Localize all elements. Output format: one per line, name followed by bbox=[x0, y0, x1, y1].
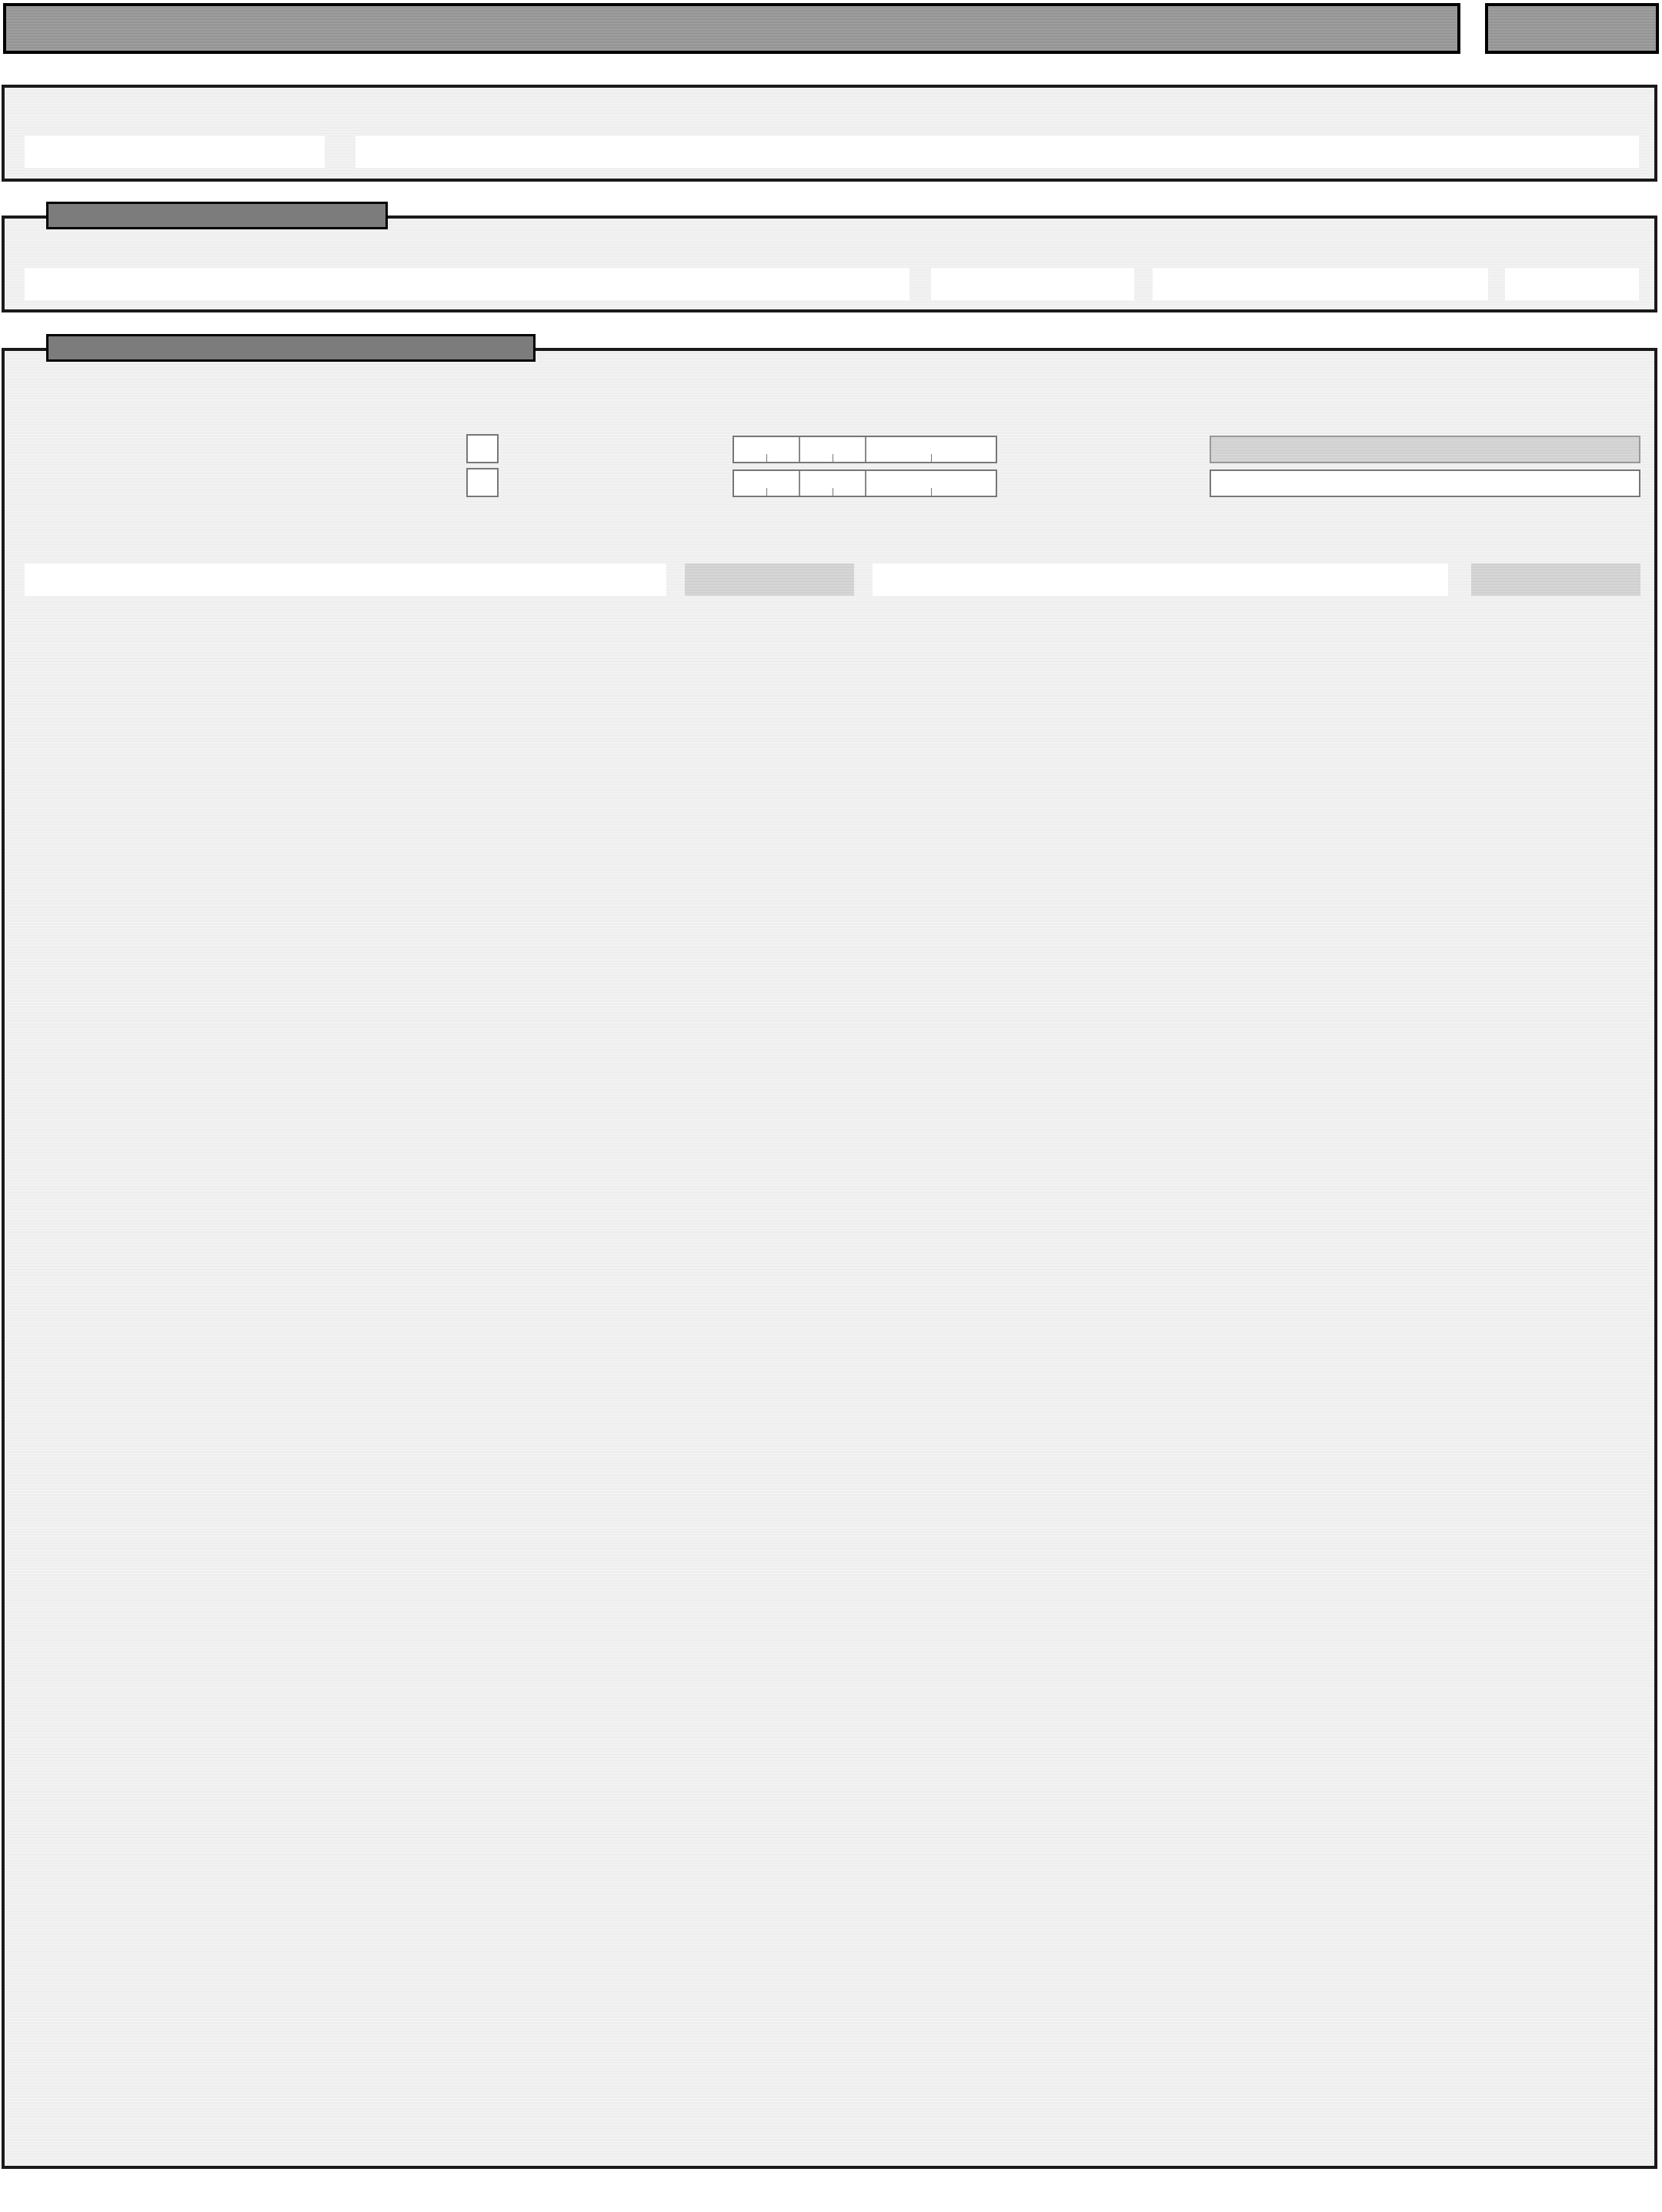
nif-field[interactable] bbox=[25, 135, 325, 168]
page-number bbox=[1485, 3, 1659, 54]
form-title bbox=[3, 3, 1460, 54]
iae-group-field[interactable] bbox=[931, 268, 1134, 300]
field-403-label bbox=[1153, 240, 1159, 263]
section-d bbox=[2, 348, 1657, 2169]
section-c bbox=[2, 216, 1657, 312]
municipio-field-411[interactable] bbox=[25, 563, 666, 596]
cod-provincia-field-411 bbox=[1471, 563, 1640, 596]
section-c-tab bbox=[46, 202, 388, 229]
activity-description-field[interactable] bbox=[25, 268, 909, 300]
field-411-label bbox=[25, 537, 31, 560]
date-field-409[interactable] bbox=[733, 469, 997, 497]
field-402-label bbox=[902, 240, 904, 263]
date-field-406[interactable] bbox=[733, 436, 997, 463]
alta-checkbox-405[interactable] bbox=[466, 434, 499, 463]
provincia-field-411[interactable] bbox=[873, 563, 1448, 596]
activity-type-field[interactable] bbox=[1153, 268, 1488, 300]
field-401-label bbox=[25, 240, 31, 263]
activity-code-field[interactable] bbox=[1505, 268, 1639, 300]
ref-field-410[interactable] bbox=[1210, 469, 1640, 497]
ref-field-407 bbox=[1210, 436, 1640, 463]
baja-checkbox-408[interactable] bbox=[466, 468, 499, 497]
nif-section bbox=[2, 85, 1657, 182]
cod-municipal-field-411 bbox=[685, 563, 854, 596]
name-field[interactable] bbox=[355, 135, 1639, 168]
field-404-label bbox=[1505, 240, 1507, 263]
section-d-tab bbox=[46, 334, 536, 362]
